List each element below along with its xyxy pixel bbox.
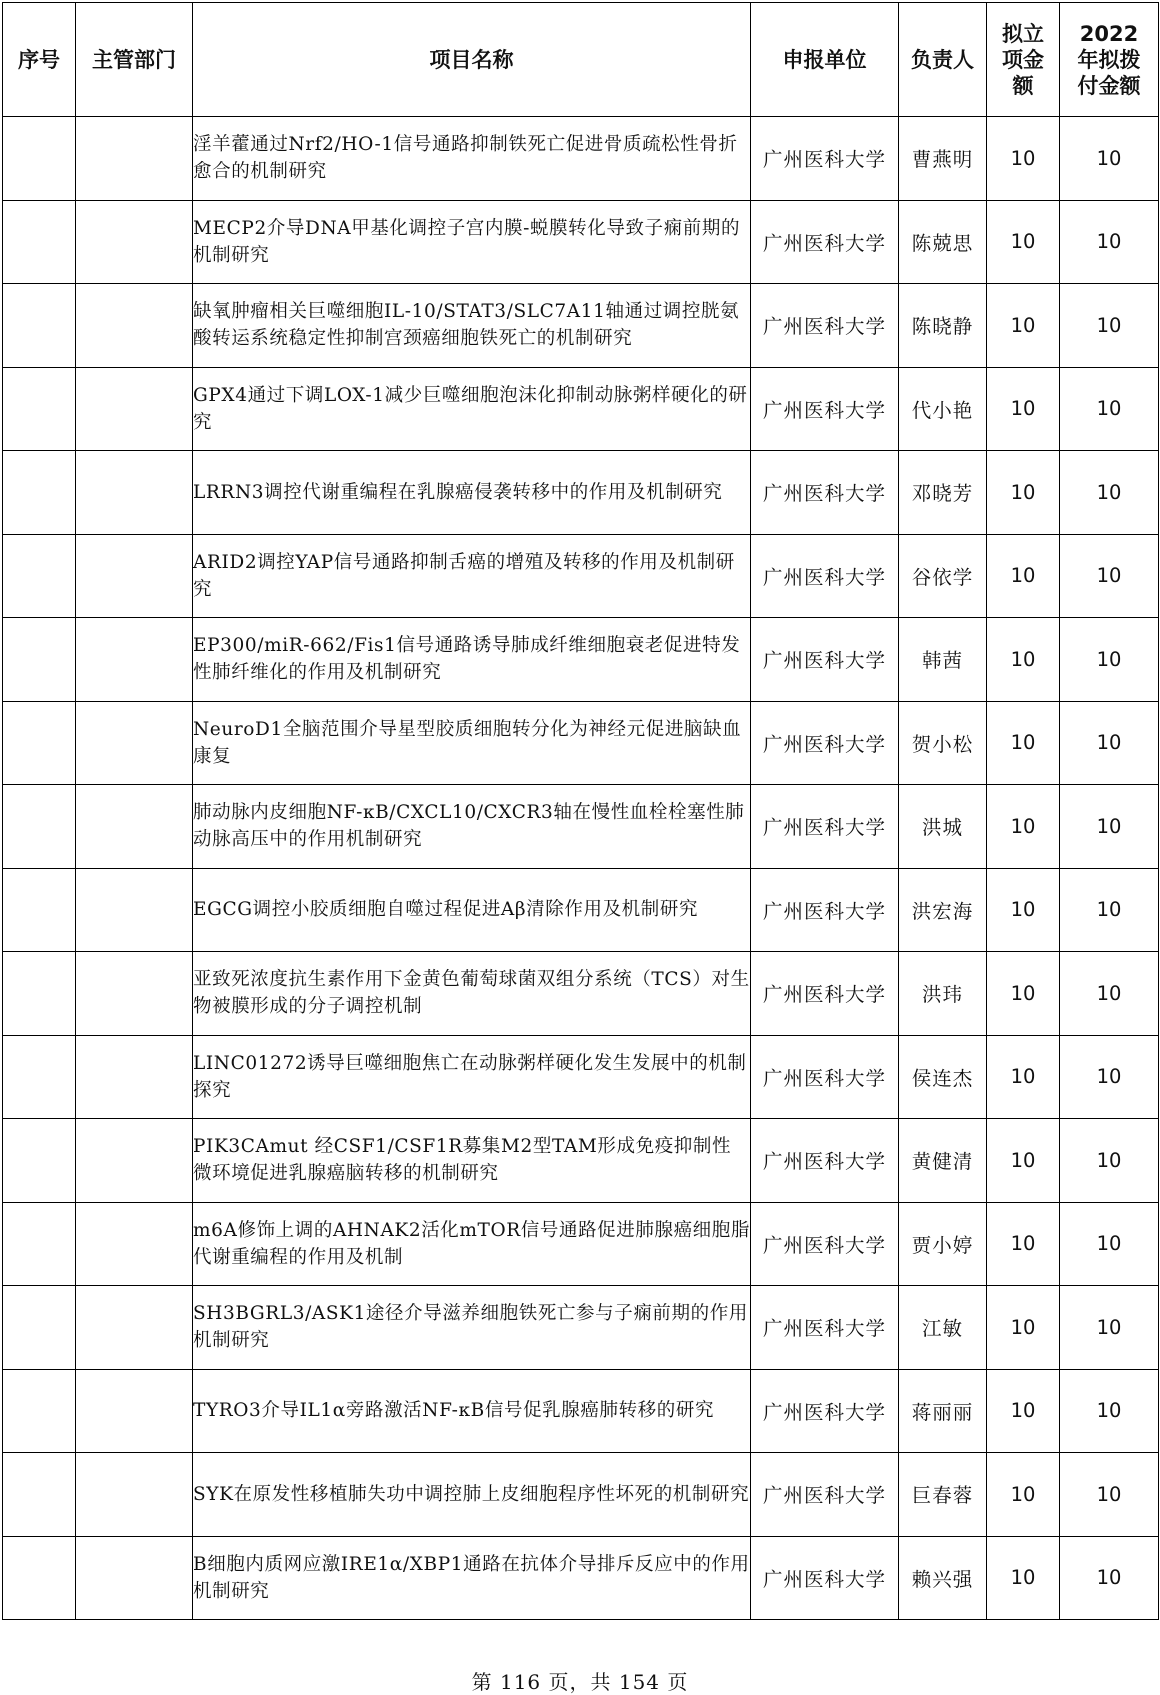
- cell-pay: 10: [1060, 701, 1159, 785]
- cell-person: 曹燕明: [899, 117, 987, 201]
- cell-person: 洪城: [899, 785, 987, 869]
- cell-unit: 广州医科大学: [751, 1286, 899, 1370]
- cell-amount: 10: [987, 701, 1060, 785]
- cell-pay: 10: [1060, 451, 1159, 535]
- cell-person: 江敏: [899, 1286, 987, 1370]
- cell-seq: [3, 1286, 76, 1370]
- cell-dept: [76, 1202, 193, 1286]
- cell-pay: 10: [1060, 1453, 1159, 1537]
- cell-unit: 广州医科大学: [751, 868, 899, 952]
- cell-dept: [76, 701, 193, 785]
- header-pay: [1060, 3, 1159, 117]
- table-row: [3, 1035, 1159, 1119]
- header-seq: 序号: [3, 3, 76, 117]
- cell-name: GPX4通过下调LOX-1减少巨噬细胞泡沫化抑制动脉粥样硬化的研究: [193, 367, 751, 451]
- cell-person: 巨春蓉: [899, 1453, 987, 1537]
- cell-seq: [3, 952, 76, 1036]
- table-row: [3, 284, 1159, 368]
- cell-person: 韩茜: [899, 618, 987, 702]
- cell-amount: 10: [987, 367, 1060, 451]
- cell-dept: [76, 1286, 193, 1370]
- cell-unit: 广州医科大学: [751, 534, 899, 618]
- cell-seq: [3, 1369, 76, 1453]
- cell-name: MECP2介导DNA甲基化调控子宫内膜-蜕膜转化导致子痫前期的机制研究: [193, 200, 751, 284]
- cell-amount: 10: [987, 1202, 1060, 1286]
- cell-person: 谷依学: [899, 534, 987, 618]
- cell-name: 淫羊藿通过Nrf2/HO-1信号通路抑制铁死亡促进骨质疏松性骨折愈合的机制研究: [193, 117, 751, 201]
- cell-seq: [3, 200, 76, 284]
- header-person: 负责人: [899, 3, 987, 117]
- cell-amount: 10: [987, 284, 1060, 368]
- cell-pay: 10: [1060, 1202, 1159, 1286]
- cell-seq: [3, 284, 76, 368]
- cell-seq: [3, 451, 76, 535]
- cell-name: SH3BGRL3/ASK1途径介导滋养细胞铁死亡参与子痫前期的作用机制研究: [193, 1286, 751, 1370]
- cell-amount: 10: [987, 200, 1060, 284]
- header-amount-text: 拟立项金额: [1002, 21, 1044, 98]
- cell-amount: 10: [987, 1453, 1060, 1537]
- table-row: [3, 618, 1159, 702]
- header-name: 项目名称: [193, 3, 751, 117]
- cell-pay: 10: [1060, 117, 1159, 201]
- cell-dept: [76, 534, 193, 618]
- cell-seq: [3, 618, 76, 702]
- cell-name: LINC01272诱导巨噬细胞焦亡在动脉粥样硬化发生发展中的机制探究: [193, 1035, 751, 1119]
- cell-dept: [76, 952, 193, 1036]
- cell-amount: 10: [987, 534, 1060, 618]
- cell-amount: 10: [987, 1119, 1060, 1203]
- cell-name: 缺氧肿瘤相关巨噬细胞IL-10/STAT3/SLC7A11轴通过调控胱氨酸转运系统稳定性抑制宫颈癌细胞铁死亡的机制研究: [193, 284, 751, 368]
- cell-unit: 广州医科大学: [751, 367, 899, 451]
- cell-pay: 10: [1060, 1286, 1159, 1370]
- cell-unit: 广州医科大学: [751, 952, 899, 1036]
- table-row: [3, 1536, 1159, 1620]
- cell-pay: 10: [1060, 785, 1159, 869]
- table-row: [3, 534, 1159, 618]
- cell-seq: [3, 1453, 76, 1537]
- cell-person: 贾小婷: [899, 1202, 987, 1286]
- cell-name: NeuroD1全脑范围介导星型胶质细胞转分化为神经元促进脑缺血康复: [193, 701, 751, 785]
- cell-seq: [3, 1119, 76, 1203]
- cell-amount: 10: [987, 868, 1060, 952]
- cell-unit: 广州医科大学: [751, 1202, 899, 1286]
- table-row: [3, 117, 1159, 201]
- cell-seq: [3, 117, 76, 201]
- cell-pay: 10: [1060, 618, 1159, 702]
- cell-amount: 10: [987, 1369, 1060, 1453]
- cell-name: 肺动脉内皮细胞NF-κB/CXCL10/CXCR3轴在慢性血栓栓塞性肺动脉高压中的作用机制研究: [193, 785, 751, 869]
- cell-unit: 广州医科大学: [751, 1035, 899, 1119]
- cell-dept: [76, 1453, 193, 1537]
- table-row: [3, 868, 1159, 952]
- cell-dept: [76, 1369, 193, 1453]
- cell-dept: [76, 117, 193, 201]
- cell-seq: [3, 534, 76, 618]
- cell-pay: 10: [1060, 1369, 1159, 1453]
- table-row: [3, 785, 1159, 869]
- project-table: [2, 2, 1159, 1620]
- cell-dept: [76, 1119, 193, 1203]
- cell-seq: [3, 785, 76, 869]
- cell-amount: 10: [987, 1035, 1060, 1119]
- cell-seq: [3, 1035, 76, 1119]
- cell-pay: 10: [1060, 1035, 1159, 1119]
- cell-person: 代小艳: [899, 367, 987, 451]
- cell-unit: 广州医科大学: [751, 785, 899, 869]
- table-row: [3, 451, 1159, 535]
- cell-unit: 广州医科大学: [751, 117, 899, 201]
- cell-person: 赖兴强: [899, 1536, 987, 1620]
- cell-seq: [3, 701, 76, 785]
- cell-pay: 10: [1060, 952, 1159, 1036]
- cell-seq: [3, 1202, 76, 1286]
- cell-dept: [76, 1536, 193, 1620]
- cell-dept: [76, 200, 193, 284]
- cell-name: PIK3CAmut 经CSF1/CSF1R募集M2型TAM形成免疫抑制性微环境促进乳腺癌脑转移的机制研究: [193, 1119, 751, 1203]
- cell-dept: [76, 785, 193, 869]
- cell-person: 侯连杰: [899, 1035, 987, 1119]
- cell-dept: [76, 284, 193, 368]
- cell-amount: 10: [987, 117, 1060, 201]
- cell-unit: 广州医科大学: [751, 200, 899, 284]
- cell-pay: 10: [1060, 534, 1159, 618]
- cell-name: m6A修饰上调的AHNAK2活化mTOR信号通路促进肺腺癌细胞脂代谢重编程的作用及机制: [193, 1202, 751, 1286]
- cell-amount: 10: [987, 1286, 1060, 1370]
- table-row: [3, 367, 1159, 451]
- cell-person: 洪宏海: [899, 868, 987, 952]
- cell-amount: 10: [987, 618, 1060, 702]
- header-pay-text: 2022年拟拨付金额: [1077, 21, 1141, 98]
- cell-person: 邓晓芳: [899, 451, 987, 535]
- cell-name: ARID2调控YAP信号通路抑制舌癌的增殖及转移的作用及机制研究: [193, 534, 751, 618]
- header-dept: 主管部门: [76, 3, 193, 117]
- cell-unit: 广州医科大学: [751, 451, 899, 535]
- page-footer: 第 116 页，共 154 页: [471, 1670, 689, 1694]
- cell-unit: 广州医科大学: [751, 1536, 899, 1620]
- cell-amount: 10: [987, 785, 1060, 869]
- table-row: [3, 952, 1159, 1036]
- cell-dept: [76, 618, 193, 702]
- table-row: [3, 1202, 1159, 1286]
- cell-unit: 广州医科大学: [751, 1369, 899, 1453]
- cell-dept: [76, 1035, 193, 1119]
- cell-dept: [76, 367, 193, 451]
- cell-name: SYK在原发性移植肺失功中调控肺上皮细胞程序性坏死的机制研究: [193, 1453, 751, 1537]
- cell-person: 陈兢思: [899, 200, 987, 284]
- cell-name: TYRO3介导IL1α旁路激活NF-κB信号促乳腺癌肺转移的研究: [193, 1369, 751, 1453]
- cell-unit: 广州医科大学: [751, 1453, 899, 1537]
- cell-seq: [3, 868, 76, 952]
- cell-name: 亚致死浓度抗生素作用下金黄色葡萄球菌双组分系统（TCS）对生物被膜形成的分子调控机制: [193, 952, 751, 1036]
- cell-person: 洪玮: [899, 952, 987, 1036]
- cell-person: 黄健清: [899, 1119, 987, 1203]
- cell-person: 蒋丽丽: [899, 1369, 987, 1453]
- cell-pay: 10: [1060, 1536, 1159, 1620]
- cell-amount: 10: [987, 1536, 1060, 1620]
- header-amount: [987, 3, 1060, 117]
- cell-unit: 广州医科大学: [751, 618, 899, 702]
- cell-unit: 广州医科大学: [751, 284, 899, 368]
- table-row: [3, 1453, 1159, 1537]
- cell-pay: 10: [1060, 367, 1159, 451]
- table-row: [3, 1286, 1159, 1370]
- cell-name: EP300/miR-662/Fis1信号通路诱导肺成纤维细胞衰老促进特发性肺纤维化的作用及机制研究: [193, 618, 751, 702]
- header-unit: 申报单位: [751, 3, 899, 117]
- cell-name: B细胞内质网应激IRE1α/XBP1通路在抗体介导排斥反应中的作用机制研究: [193, 1536, 751, 1620]
- cell-dept: [76, 868, 193, 952]
- cell-pay: 10: [1060, 868, 1159, 952]
- cell-pay: 10: [1060, 200, 1159, 284]
- table-row: [3, 1369, 1159, 1453]
- cell-unit: 广州医科大学: [751, 1119, 899, 1203]
- cell-person: 陈晓静: [899, 284, 987, 368]
- cell-dept: [76, 451, 193, 535]
- cell-pay: 10: [1060, 1119, 1159, 1203]
- table-row: [3, 1119, 1159, 1203]
- cell-seq: [3, 1536, 76, 1620]
- cell-amount: 10: [987, 451, 1060, 535]
- cell-unit: 广州医科大学: [751, 701, 899, 785]
- cell-name: EGCG调控小胶质细胞自噬过程促进Aβ清除作用及机制研究: [193, 868, 751, 952]
- header-row: [3, 3, 1159, 117]
- table-row: [3, 701, 1159, 785]
- cell-pay: 10: [1060, 284, 1159, 368]
- table-row: [3, 200, 1159, 284]
- cell-name: LRRN3调控代谢重编程在乳腺癌侵袭转移中的作用及机制研究: [193, 451, 751, 535]
- cell-seq: [3, 367, 76, 451]
- cell-person: 贺小松: [899, 701, 987, 785]
- cell-amount: 10: [987, 952, 1060, 1036]
